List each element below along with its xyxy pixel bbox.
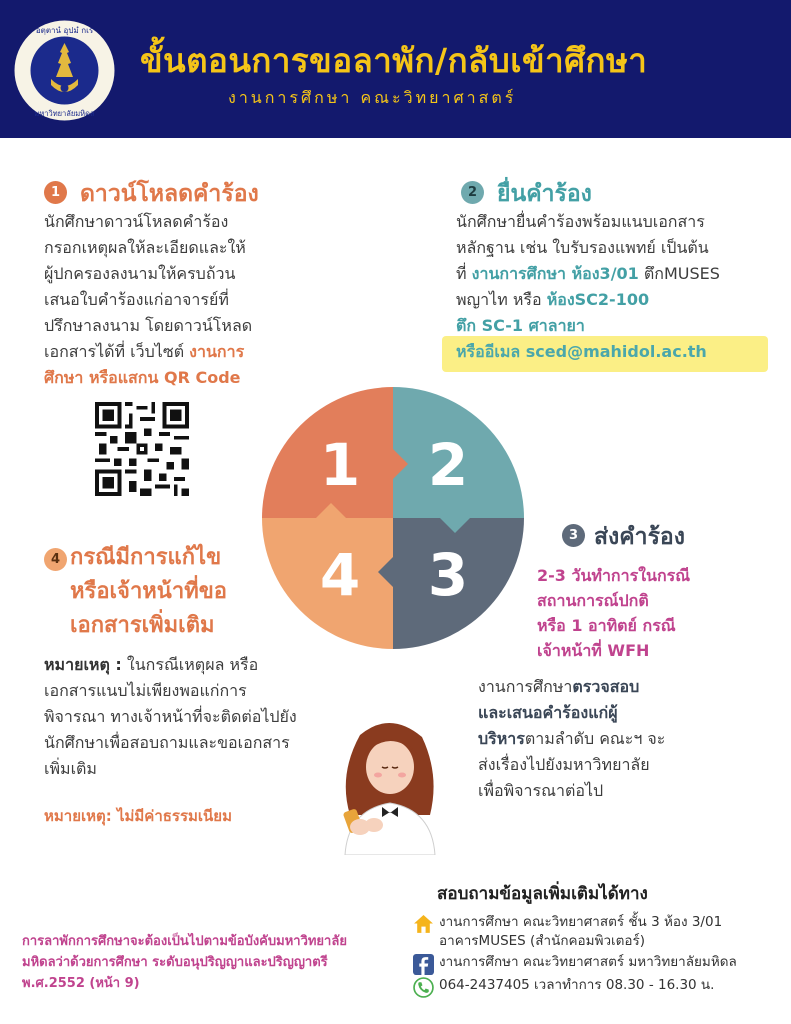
step-3-badge: 3 <box>562 524 585 547</box>
step-3-duration-line: 2-3 วันทำการในกรณี <box>537 566 691 585</box>
step-2-line <box>456 261 720 287</box>
process-cycle-diagram <box>262 387 524 649</box>
step-1-badge: 1 <box>44 181 67 204</box>
page-subtitle: งานการศึกษา คณะวิทยาศาสตร์ <box>228 88 517 107</box>
step-1-line: นักศึกษาดาวน์โหลดคำร้อง <box>44 212 229 231</box>
step-1-line: กรอกเหตุผลให้ละเอียดและให้ <box>44 238 246 257</box>
step-4-note-line: เพิ่มเติม <box>44 759 97 778</box>
step-1-description <box>44 209 252 391</box>
contact-facebook[interactable] <box>413 953 737 972</box>
note-line1-rest: ในกรณีเหตุผล หรือ <box>121 655 259 674</box>
pie-label-3: 3 <box>427 541 469 609</box>
step-1-line6-prefix: เอกสารได้ที่ เว็บไซต์ <box>44 342 190 361</box>
step-2-email[interactable]: หรืออีเมล sced@mahidol.ac.th <box>456 342 707 361</box>
step-3-duration-line: เจ้าหน้าที่ WFH <box>537 641 650 660</box>
step-4-heading-line: เอกสารเพิ่มเติม <box>70 613 215 638</box>
facebook-page-name[interactable]: งานการศึกษา คณะวิทยาศาสตร์ มหาวิทยาลัยมหิดล <box>439 954 737 970</box>
step-3-line3-bold: บริหาร <box>478 729 525 748</box>
step-2-line3-suffix: ตึกMUSES <box>638 264 720 283</box>
note-label: หมายเหตุ : <box>44 655 122 674</box>
fee-note: หมายเหตุ: ไม่มีค่าธรรมเนียม <box>44 807 232 825</box>
step-3-line <box>478 674 665 700</box>
step-3-duration <box>537 563 690 663</box>
step-3-line: เพื่อพิจารณาต่อไป <box>478 781 604 800</box>
contact-phone[interactable] <box>413 976 714 995</box>
step-3-line: และเสนอคำร้องแก่ผู้ <box>478 703 618 722</box>
website-link[interactable]: งานการ <box>189 342 245 361</box>
step-2-building: ตึก SC-1 ศาลายา <box>456 316 585 335</box>
qr-code-icon[interactable] <box>95 402 189 496</box>
pie-label-4: 4 <box>319 541 361 609</box>
step-2-line: นักศึกษายื่นคำร้องพร้อมแนบเอกสาร <box>456 212 705 231</box>
step-3-line1-prefix: งานการศึกษา <box>478 677 573 696</box>
home-icon <box>413 914 434 935</box>
step-2-line4-prefix: พญาไท หรือ <box>456 290 547 309</box>
step-3-line <box>478 726 665 752</box>
footnote-line: การลาพักการศึกษาจะต้องเป็นไปตามข้อบังคับมหาวิทยาลัย <box>22 934 347 949</box>
step-2-badge: 2 <box>461 181 484 204</box>
regulation-footnote <box>22 931 347 994</box>
step-3-duration-line: หรือ 1 อาทิตย์ กรณี <box>537 616 676 635</box>
step-3-description <box>478 674 665 804</box>
logo-text-top: อตฺตานํ อุปมํ กเร <box>35 26 94 35</box>
step-2-heading: ยื่นคำร้อง <box>497 181 592 207</box>
step-1-line <box>44 339 252 365</box>
footnote-line: พ.ศ.2552 (หน้า 9) <box>22 976 140 991</box>
mahidol-seal-logo <box>13 19 116 122</box>
step-1-qr-text: ศึกษา หรือแสกน QR Code <box>44 368 241 387</box>
phone-number[interactable]: 064-2437405 เวลาทำการ 08.30 - 16.30 น. <box>439 977 715 993</box>
step-4-note-line: นักศึกษาเพื่อสอบถามและขอเอกสาร <box>44 733 290 752</box>
step-3-line3-suffix: ตามลำดับ คณะฯ จะ <box>524 729 666 748</box>
step-3-heading: ส่งคำร้อง <box>594 524 685 550</box>
step-4-heading-line: กรณีมีการแก้ไข <box>70 545 222 570</box>
step-2-line: หลักฐาน เช่น ใบรับรองแพทย์ เป็นต้น <box>456 238 709 257</box>
facebook-icon[interactable] <box>413 954 434 975</box>
step-1-line: ผู้ปกครองลงนามให้ครบถ้วน <box>44 264 236 283</box>
contact-address <box>413 913 722 951</box>
page-title: ขั้นตอนการขอลาพัก/กลับเข้าศึกษา <box>140 41 648 80</box>
header-banner <box>0 0 791 138</box>
step-4-note <box>44 652 297 782</box>
step-1-line: ปรึกษาลงนาม โดยดาวน์โหลด <box>44 316 253 335</box>
step-2-room-1: งานการศึกษา ห้อง3/01 <box>471 264 639 283</box>
pie-label-2: 2 <box>427 431 469 499</box>
step-3-duration-line: สถานการณ์ปกติ <box>537 591 649 610</box>
logo-text-bottom: มหาวิทยาลัยมหิดล <box>34 109 95 118</box>
pie-label-1: 1 <box>319 431 361 499</box>
contact-title: สอบถามข้อมูลเพิ่มเติมได้ทาง <box>437 884 648 904</box>
step-4-note-line: พิจารณา ทางเจ้าหน้าที่จะติดต่อไปยัง <box>44 707 297 726</box>
step-4-note-line: เอกสารแนบไม่เพียงพอแก่การ <box>44 681 247 700</box>
step-4-badge: 4 <box>44 548 67 571</box>
address-line-2: อาคารMUSES (สำนักคอมพิวเตอร์) <box>439 933 646 949</box>
footnote-line: มหิดลว่าด้วยการศึกษา ระดับอนุปริญญาและปริญญาตรี <box>22 955 328 970</box>
step-4-heading <box>70 541 227 643</box>
step-2-room-2: ห้องSC2-100 <box>546 290 650 309</box>
step-4-heading-line: หรือเจ้าหน้าที่ขอ <box>70 579 227 604</box>
step-2-line3-prefix: ที่ <box>456 264 472 283</box>
address-line-1: งานการศึกษา คณะวิทยาศาสตร์ ชั้น 3 ห้อง 3/01 <box>439 914 723 930</box>
step-3-line: ส่งเรื่องไปยังมหาวิทยาลัย <box>478 755 650 774</box>
student-with-phone-illustration <box>330 715 450 855</box>
step-1-heading: ดาวน์โหลดคำร้อง <box>80 181 259 207</box>
step-4-note-line <box>44 652 297 678</box>
step-2-line <box>456 287 720 313</box>
step-2-description <box>456 209 720 365</box>
phone-icon[interactable] <box>413 977 434 998</box>
step-1-line: เสนอใบคำร้องแก่อาจารย์ที่ <box>44 290 229 309</box>
step-3-line1-bold: ตรวจสอบ <box>572 677 640 696</box>
